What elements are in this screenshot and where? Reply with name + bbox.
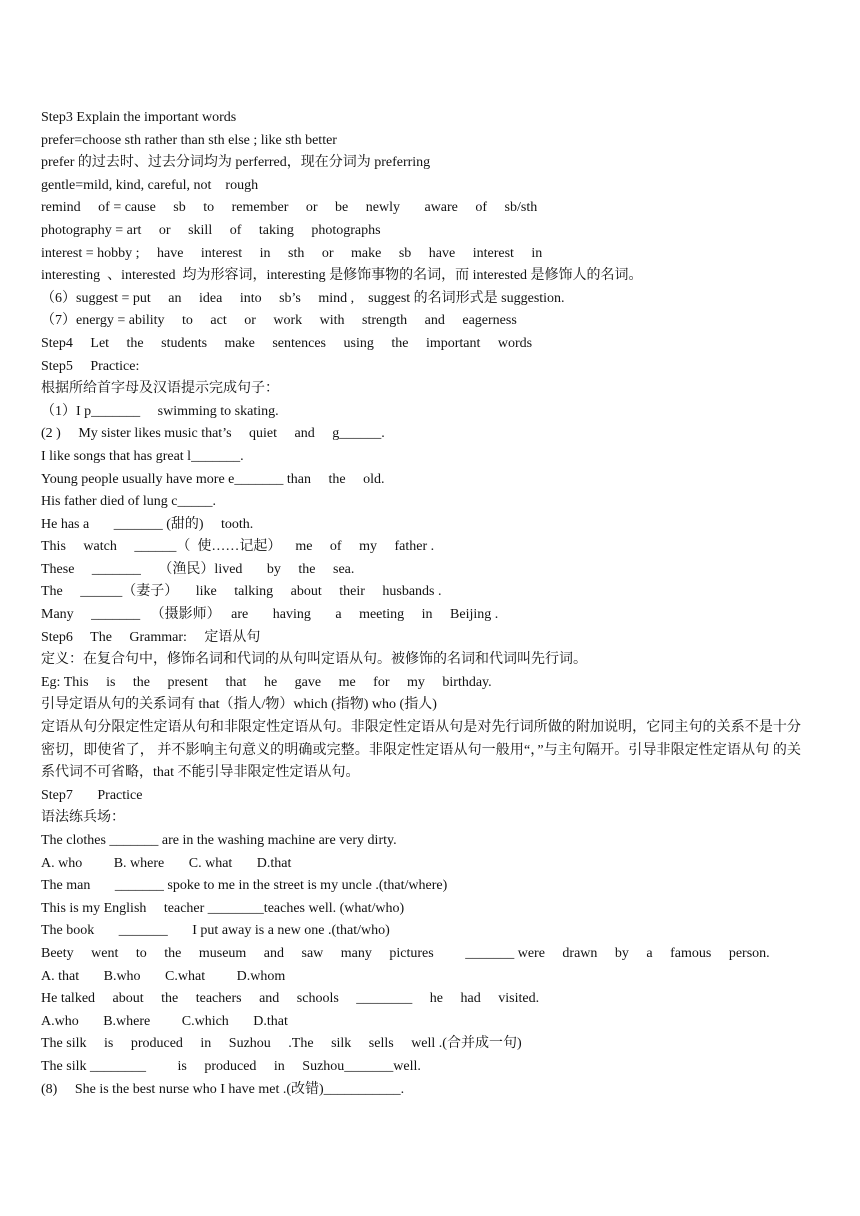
remind-definition: remind of = cause sb to remember or be newly aware of sb/sth (41, 200, 538, 216)
exercise-question-7: The silk is produced in Suzhou .The silk sells well .(合并成一句) (41, 1036, 522, 1052)
document-body (41, 107, 811, 1101)
grammar-example: Eg: This is the present that he gave me for my birthday. (41, 674, 492, 690)
exercise-question-4: The book _______ I put away is a new one .(that/who) (41, 923, 390, 939)
relative-words-note: 引导定语从句的关系词有 that（指人/物）which (指物) who (指人) (41, 697, 437, 713)
exercise-question-1: The clothes _______ are in the washing machine are very dirty. (41, 833, 397, 848)
exercise-options-1: A. who B. where C. what D.that (41, 855, 292, 871)
exercise-question-5: Beety went to the museum and saw many pictures _______ were drawn by a famous person. (41, 945, 770, 961)
practice-item-4: Young people usually have more e_______ than the old. (41, 471, 385, 487)
practice-item-1: （1）I p_______ swimming to skating. (41, 403, 279, 419)
step4-heading: Step4 Let the students make sentences using the important words (41, 335, 533, 351)
energy-definition: （7）energy = ability to act or work with strength and eagerness (41, 313, 517, 329)
suggest-definition: （6）suggest = put an idea into sb’s mind , suggest 的名词形式是 suggestion. (41, 290, 565, 306)
prefer-definition: prefer=choose sth rather than sth else ; like sth better (41, 132, 337, 148)
step5-heading: Step5 Practice: (41, 358, 140, 374)
grammar-definition: 定义：在复合句中，修饰名词和代词的从句叫定语从句。被修饰的名词和代词叫先行词。 (41, 652, 587, 668)
practice-item-5: His father died of lung c_____. (41, 494, 216, 510)
practice-item-2: (2 ) My sister likes music that’s quiet and g______. (41, 426, 385, 442)
exercise-question-6: He talked about the teachers and schools ________ he had visited. (41, 991, 540, 1007)
exercise-options-5: A. that B.who C.what D.whom (41, 968, 286, 984)
exercise-options-6: A.who B.where C.which D.that (41, 1013, 288, 1029)
step7-heading: Step7 Practice (41, 787, 143, 803)
interest-definition: interest = hobby ; have interest in sth or make sb have interest in (41, 245, 543, 261)
clause-explanation-paragraph: 定语从句分限定性定语从句和非限定性定语从句。非限定性定语从句是对先行词所做的附加说明，它同主句的关系不是十分密切，即使省了， 并不影响主句意义的明确或完整。非限定性定语从句一般用“，”与主句隔开。引导非限定性定语从句 的关系代词不可省略，that 不能引导非限定性定语从句。 (41, 720, 801, 781)
exercise-question-3: This is my English teacher ________teaches well. (what/who) (41, 900, 405, 916)
interesting-note: interesting 、interested 均为形容词，interesting 是修饰事物的名词，而 interested 是修饰人的名词。 (41, 268, 643, 284)
practice-item-10: Many _______ （摄影师） are having a meeting in Beijing . (41, 607, 499, 623)
step6-heading: Step6 The Grammar: 定语从句 (41, 629, 261, 645)
prefer-note: prefer 的过去时、过去分词均为 perferred，现在分词为 preferring (41, 155, 431, 171)
practice-instruction: 根据所给首字母及汉语提示完成句子： (41, 381, 279, 397)
exercise-answer-7: The silk ________ is produced in Suzhou_______well. (41, 1058, 421, 1074)
photography-definition: photography = art or skill of taking photographs (41, 222, 381, 238)
practice-item-6: He has a _______ (甜的) tooth. (41, 516, 254, 532)
practice-item-8: These _______ （渔民）lived by the sea. (41, 561, 355, 577)
practice-item-3: I like songs that has great l_______. (41, 448, 244, 464)
practice-item-7: This watch ______（ 使……记起） me of my father . (41, 539, 435, 555)
gentle-definition: gentle=mild, kind, careful, not rough (41, 177, 259, 193)
exercise-question-2: The man _______ spoke to me in the street is my uncle .(that/where) (41, 878, 448, 894)
practice-item-9: The ______（妻子） like talking about their husbands . (41, 584, 442, 600)
step3-heading: Step3 Explain the important words (41, 110, 237, 125)
exercise-question-8: (8) She is the best nurse who I have met .(改错)___________. (41, 1081, 405, 1097)
grammar-practice-title: 语法练兵场： (41, 810, 125, 826)
